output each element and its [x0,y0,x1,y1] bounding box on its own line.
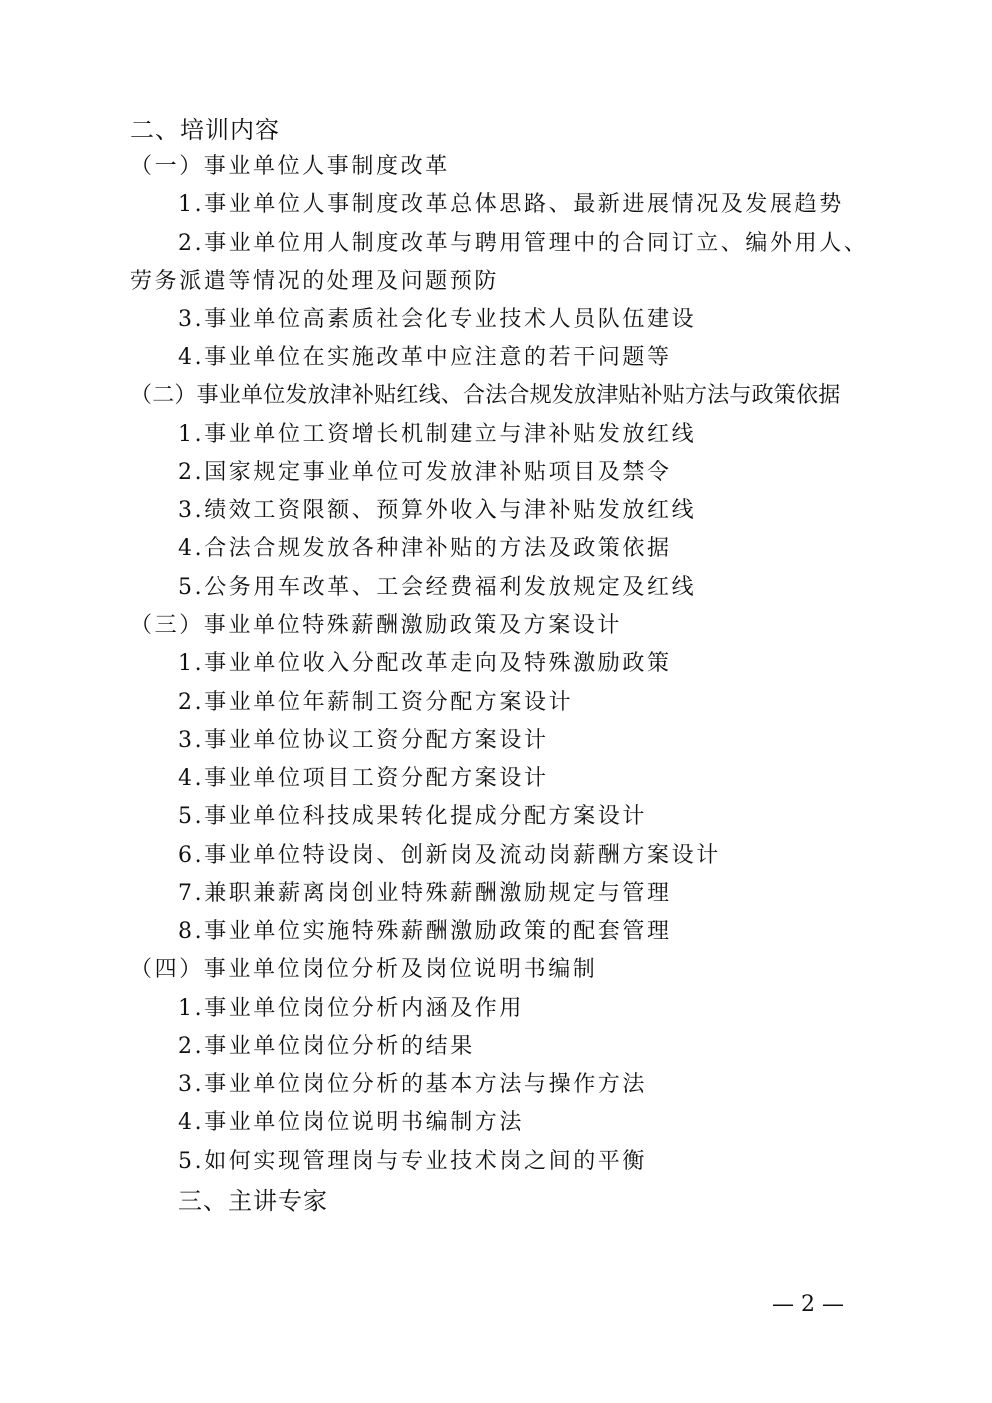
subsection-title-4: （四）事业单位岗位分析及岗位说明书编制 [130,957,598,982]
list-item: 1.事业单位岗位分析内涵及作用 [178,996,524,1021]
list-item-continuation: 劳务派遣等情况的处理及问题预防 [130,269,500,294]
list-item: 3.事业单位岗位分析的基本方法与操作方法 [178,1072,647,1097]
list-item: 4.事业单位在实施改革中应注意的若干问题等 [178,345,672,370]
list-item: 3.事业单位协议工资分配方案设计 [178,728,549,753]
list-item: 2.事业单位年薪制工资分配方案设计 [178,690,574,715]
list-item: 3.绩效工资限额、预算外收入与津补贴发放红线 [178,498,697,523]
list-item: 4.事业单位项目工资分配方案设计 [178,766,549,791]
list-item: 5.事业单位科技成果转化提成分配方案设计 [178,804,647,829]
page-number: — 2 — [772,1292,844,1317]
subsection-title-1: （一）事业单位人事制度改革 [130,154,450,179]
list-item: 4.事业单位岗位说明书编制方法 [178,1110,524,1135]
list-item: 3.事业单位高素质社会化专业技术人员队伍建设 [178,307,697,332]
section-heading-training-content: 二、培训内容 [130,116,280,144]
list-item: 8.事业单位实施特殊薪酬激励政策的配套管理 [178,919,672,944]
list-item: 5.公务用车改革、工会经费福利发放规定及红线 [178,575,697,600]
list-item: 1.事业单位人事制度改革总体思路、最新进展情况及发展趋势 [178,192,844,217]
list-item: 4.合法合规发放各种津补贴的方法及政策依据 [178,536,672,561]
list-item: 2.国家规定事业单位可发放津补贴项目及禁令 [178,460,672,485]
subsection-title-3: （三）事业单位特殊薪酬激励政策及方案设计 [130,613,623,638]
list-item: 1.事业单位工资增长机制建立与津补贴发放红线 [178,422,697,447]
list-item: 6.事业单位特设岗、创新岗及流动岗薪酬方案设计 [178,843,721,868]
list-item: 5.如何实现管理岗与专业技术岗之间的平衡 [178,1149,647,1174]
list-item: 1.事业单位收入分配改革走向及特殊激励政策 [178,651,672,676]
section-heading-speakers: 三、主讲专家 [178,1187,328,1215]
list-item: 2.事业单位用人制度改革与聘用管理中的合同订立、编外用人、 [178,231,869,256]
list-item: 2.事业单位岗位分析的结果 [178,1034,475,1059]
list-item: 7.兼职兼薪离岗创业特殊薪酬激励规定与管理 [178,881,672,906]
subsection-title-2: （二）事业单位发放津补贴红线、合法合规发放津贴补贴方法与政策依据 [130,383,841,408]
